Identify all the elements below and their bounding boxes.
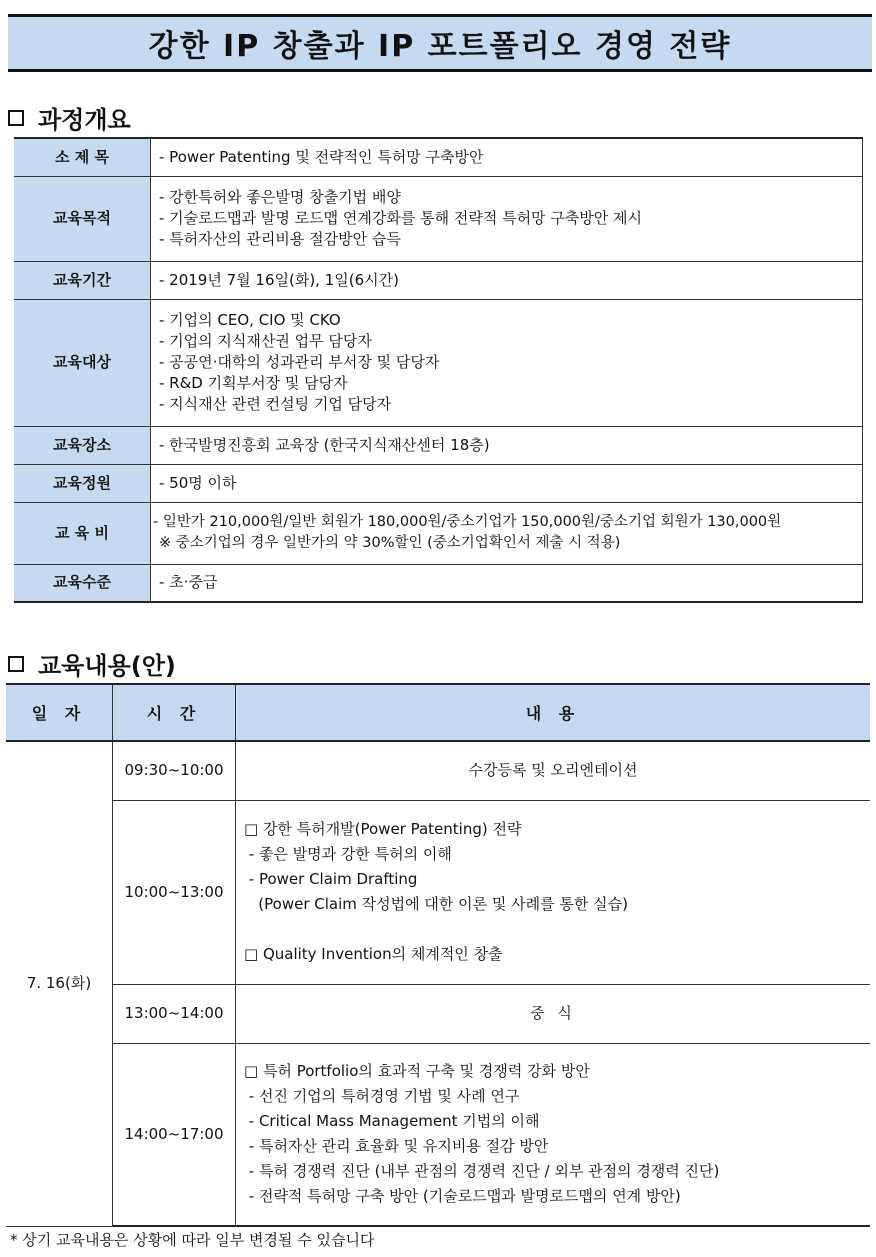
overview-table [14,137,863,603]
overview-value-line: - 기업의 지식재산권 업무 담당자 [159,332,372,350]
section-heading-overview [8,100,131,135]
header-time: 시 간 [113,684,236,741]
schedule-content: 수강등록 및 오리엔테이션 [236,741,871,800]
overview-value-line: - 지식재산 관련 컨설팅 기업 담당자 [159,395,392,413]
overview-row [14,261,863,299]
schedule-table [6,683,870,1227]
overview-value-line: - 일반가 210,000원/일반 회원가 180,000원/중소기업가 150,000원/중소기업 회원가 130,000원 [153,514,782,530]
schedule-content-line: □ 강한 특허개발(Power Patenting) 전략 [244,820,522,838]
header-content: 내 용 [236,684,871,741]
overview-value-line: - 2019년 7월 16일(화), 1일(6시간) [159,270,399,289]
overview-value-line: - 한국발명진흥회 교육장 (한국지식재산센터 18층) [159,435,490,454]
schedule-row [6,984,870,1043]
section-heading-overview-text: 과정개요 [38,106,131,134]
overview-label: 교육수준 [14,564,151,602]
schedule-content [236,1043,871,1226]
overview-value-line: - 특허자산의 관리비용 절감방안 습득 [159,230,401,248]
schedule-content-line: - 특허 경쟁력 진단 (내부 관점의 경쟁력 진단 / 외부 관점의 경쟁력 진단) [244,1162,720,1181]
schedule-row [6,741,870,800]
schedule-content-line: (Power Claim 작성법에 대한 이론 및 사례를 통한 실습) [244,895,628,913]
overview-value-line: - 공공연·대학의 성과관리 부서장 및 담당자 [159,353,440,371]
schedule-content-line: - Critical Mass Management 기법의 이해 [244,1112,540,1131]
schedule-time: 10:00~13:00 [113,800,236,984]
overview-value-line: - 강한특허와 좋은발명 창출기법 배양 [159,188,401,206]
schedule-content [236,800,871,984]
schedule-time: 09:30~10:00 [113,741,236,800]
overview-label: 교육정원 [14,464,151,502]
schedule-content-line [244,917,862,942]
footnote: * 상기 교육내용은 상황에 따라 일부 변경될 수 있습니다 [10,1231,375,1249]
overview-value [151,261,863,299]
overview-label: 교육기간 [14,261,151,299]
schedule-content-line: - 좋은 발명과 강한 특허의 이해 [244,845,452,863]
schedule-row [6,800,870,984]
overview-value-line: - 50명 이하 [159,473,237,492]
schedule-date: 7. 16(화) [6,741,113,1226]
overview-value [151,564,863,602]
checkbox-square-icon [8,656,24,672]
overview-value-line: - R&D 기획부서장 및 담당자 [159,374,348,392]
overview-row [14,138,863,176]
overview-value [151,426,863,464]
overview-value-line: ※ 중소기업의 경우 일반가의 약 30%할인 (중소기업확인서 제출 시 적용) [159,535,621,551]
title-banner [8,14,872,72]
overview-value-line: - 기업의 CEO, CIO 및 CKO [159,311,341,329]
overview-label: 교 육 비 [14,502,151,564]
overview-row [14,564,863,602]
overview-row [14,464,863,502]
overview-value [151,176,863,261]
overview-value [151,299,863,426]
schedule-content-line: □ Quality Invention의 체계적인 창출 [244,945,503,963]
schedule-content-line: - 전략적 특허망 구축 방안 (기술로드맵과 발명로드맵의 연계 방안) [244,1187,681,1206]
overview-row [14,426,863,464]
schedule-content-line: □ 특허 Portfolio의 효과적 구축 및 경쟁력 강화 방안 [244,1062,590,1081]
page-title: 강한 IP 창출과 IP 포트폴리오 경영 전략 [148,29,732,64]
checkbox-square-icon [8,110,24,126]
overview-value [151,138,863,176]
schedule-content: 중 식 [236,984,871,1043]
overview-value-line: - 기술로드맵과 발명 로드맵 연계강화를 통해 전략적 특허망 구축방안 제시 [159,209,643,227]
header-date: 일 자 [6,684,113,741]
overview-row [14,502,863,564]
schedule-content-line: - 선진 기업의 특허경영 기법 및 사례 연구 [244,1087,520,1106]
schedule-time: 14:00~17:00 [113,1043,236,1226]
overview-label: 교육목적 [14,176,151,261]
overview-row [14,299,863,426]
overview-label: 교육대상 [14,299,151,426]
schedule-content-line: - Power Claim Drafting [244,870,418,888]
overview-row [14,176,863,261]
section-heading-schedule [8,646,176,681]
schedule-content-line: - 특허자산 관리 효율화 및 유지비용 절감 방안 [244,1137,549,1156]
overview-label: 소 제 목 [14,138,151,176]
overview-value [151,464,863,502]
schedule-time: 13:00~14:00 [113,984,236,1043]
overview-value-line: - Power Patenting 및 전략적인 특허망 구축방안 [159,147,484,166]
overview-value-line: - 초·중급 [159,573,218,592]
schedule-header-row [6,684,870,741]
overview-label: 교육장소 [14,426,151,464]
overview-value [151,502,863,564]
section-heading-schedule-text: 교육내용(안) [38,652,176,680]
schedule-row [6,1043,870,1226]
